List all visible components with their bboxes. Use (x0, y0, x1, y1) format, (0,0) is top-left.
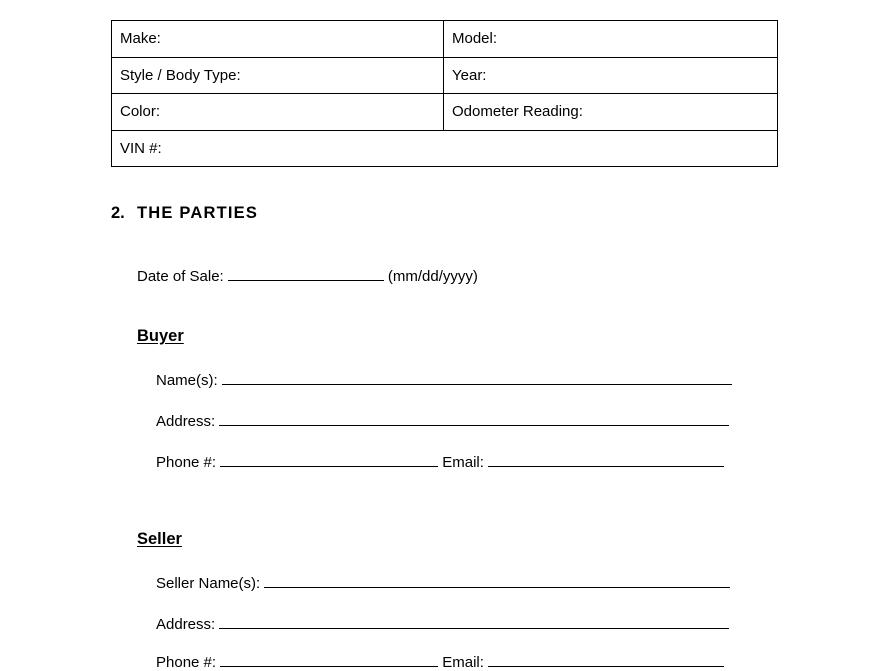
date-of-sale-input[interactable] (228, 266, 384, 281)
section-title: THE PARTIES (137, 204, 259, 222)
seller-address-label: Address: (156, 616, 216, 633)
seller-address-input[interactable] (219, 614, 729, 629)
date-format-hint: (mm/dd/yyyy) (387, 268, 478, 285)
buyer-address-input[interactable] (219, 411, 729, 426)
seller-heading: Seller (137, 530, 182, 548)
odometer-label: Odometer Reading: (452, 103, 583, 121)
seller-contact-line (156, 652, 724, 671)
buyer-phone-input[interactable] (220, 452, 438, 467)
table-row (112, 57, 778, 94)
date-of-sale-line (137, 266, 478, 285)
buyer-phone-label: Phone #: (156, 454, 217, 471)
table-row (112, 21, 778, 58)
section-number: 2. (111, 204, 125, 222)
section-heading-parties (111, 204, 258, 223)
color-field[interactable] (112, 94, 444, 131)
year-label: Year: (452, 66, 487, 84)
buyer-address-label: Address: (156, 413, 216, 430)
model-label: Model: (452, 30, 498, 48)
buyer-names-input[interactable] (222, 370, 732, 385)
seller-phone-label: Phone #: (156, 654, 217, 671)
table-row (112, 94, 778, 131)
buyer-heading: Buyer (137, 327, 184, 345)
buyer-address-line (156, 411, 729, 430)
buyer-email-label: Email: (442, 454, 484, 471)
seller-address-line (156, 614, 729, 633)
buyer-contact-line (156, 452, 724, 471)
vin-label: VIN #: (120, 139, 162, 157)
buyer-names-label: Name(s): (156, 372, 218, 389)
style-body-type-field[interactable] (112, 57, 444, 94)
seller-names-input[interactable] (264, 573, 730, 588)
seller-names-label: Seller Name(s): (156, 575, 261, 592)
vin-field[interactable] (112, 130, 778, 167)
make-label: Make: (120, 30, 161, 48)
table-row (112, 130, 778, 167)
year-field[interactable] (444, 57, 778, 94)
seller-names-line (156, 573, 730, 592)
odometer-field[interactable] (444, 94, 778, 131)
date-of-sale-label: Date of Sale: (137, 268, 224, 285)
vehicle-details-table (111, 20, 778, 167)
seller-email-label: Email: (442, 654, 484, 671)
model-field[interactable] (444, 21, 778, 58)
make-field[interactable] (112, 21, 444, 58)
style-body-type-label: Style / Body Type: (120, 66, 241, 84)
buyer-email-input[interactable] (488, 452, 724, 467)
color-label: Color: (120, 103, 161, 121)
buyer-names-line (156, 370, 732, 389)
